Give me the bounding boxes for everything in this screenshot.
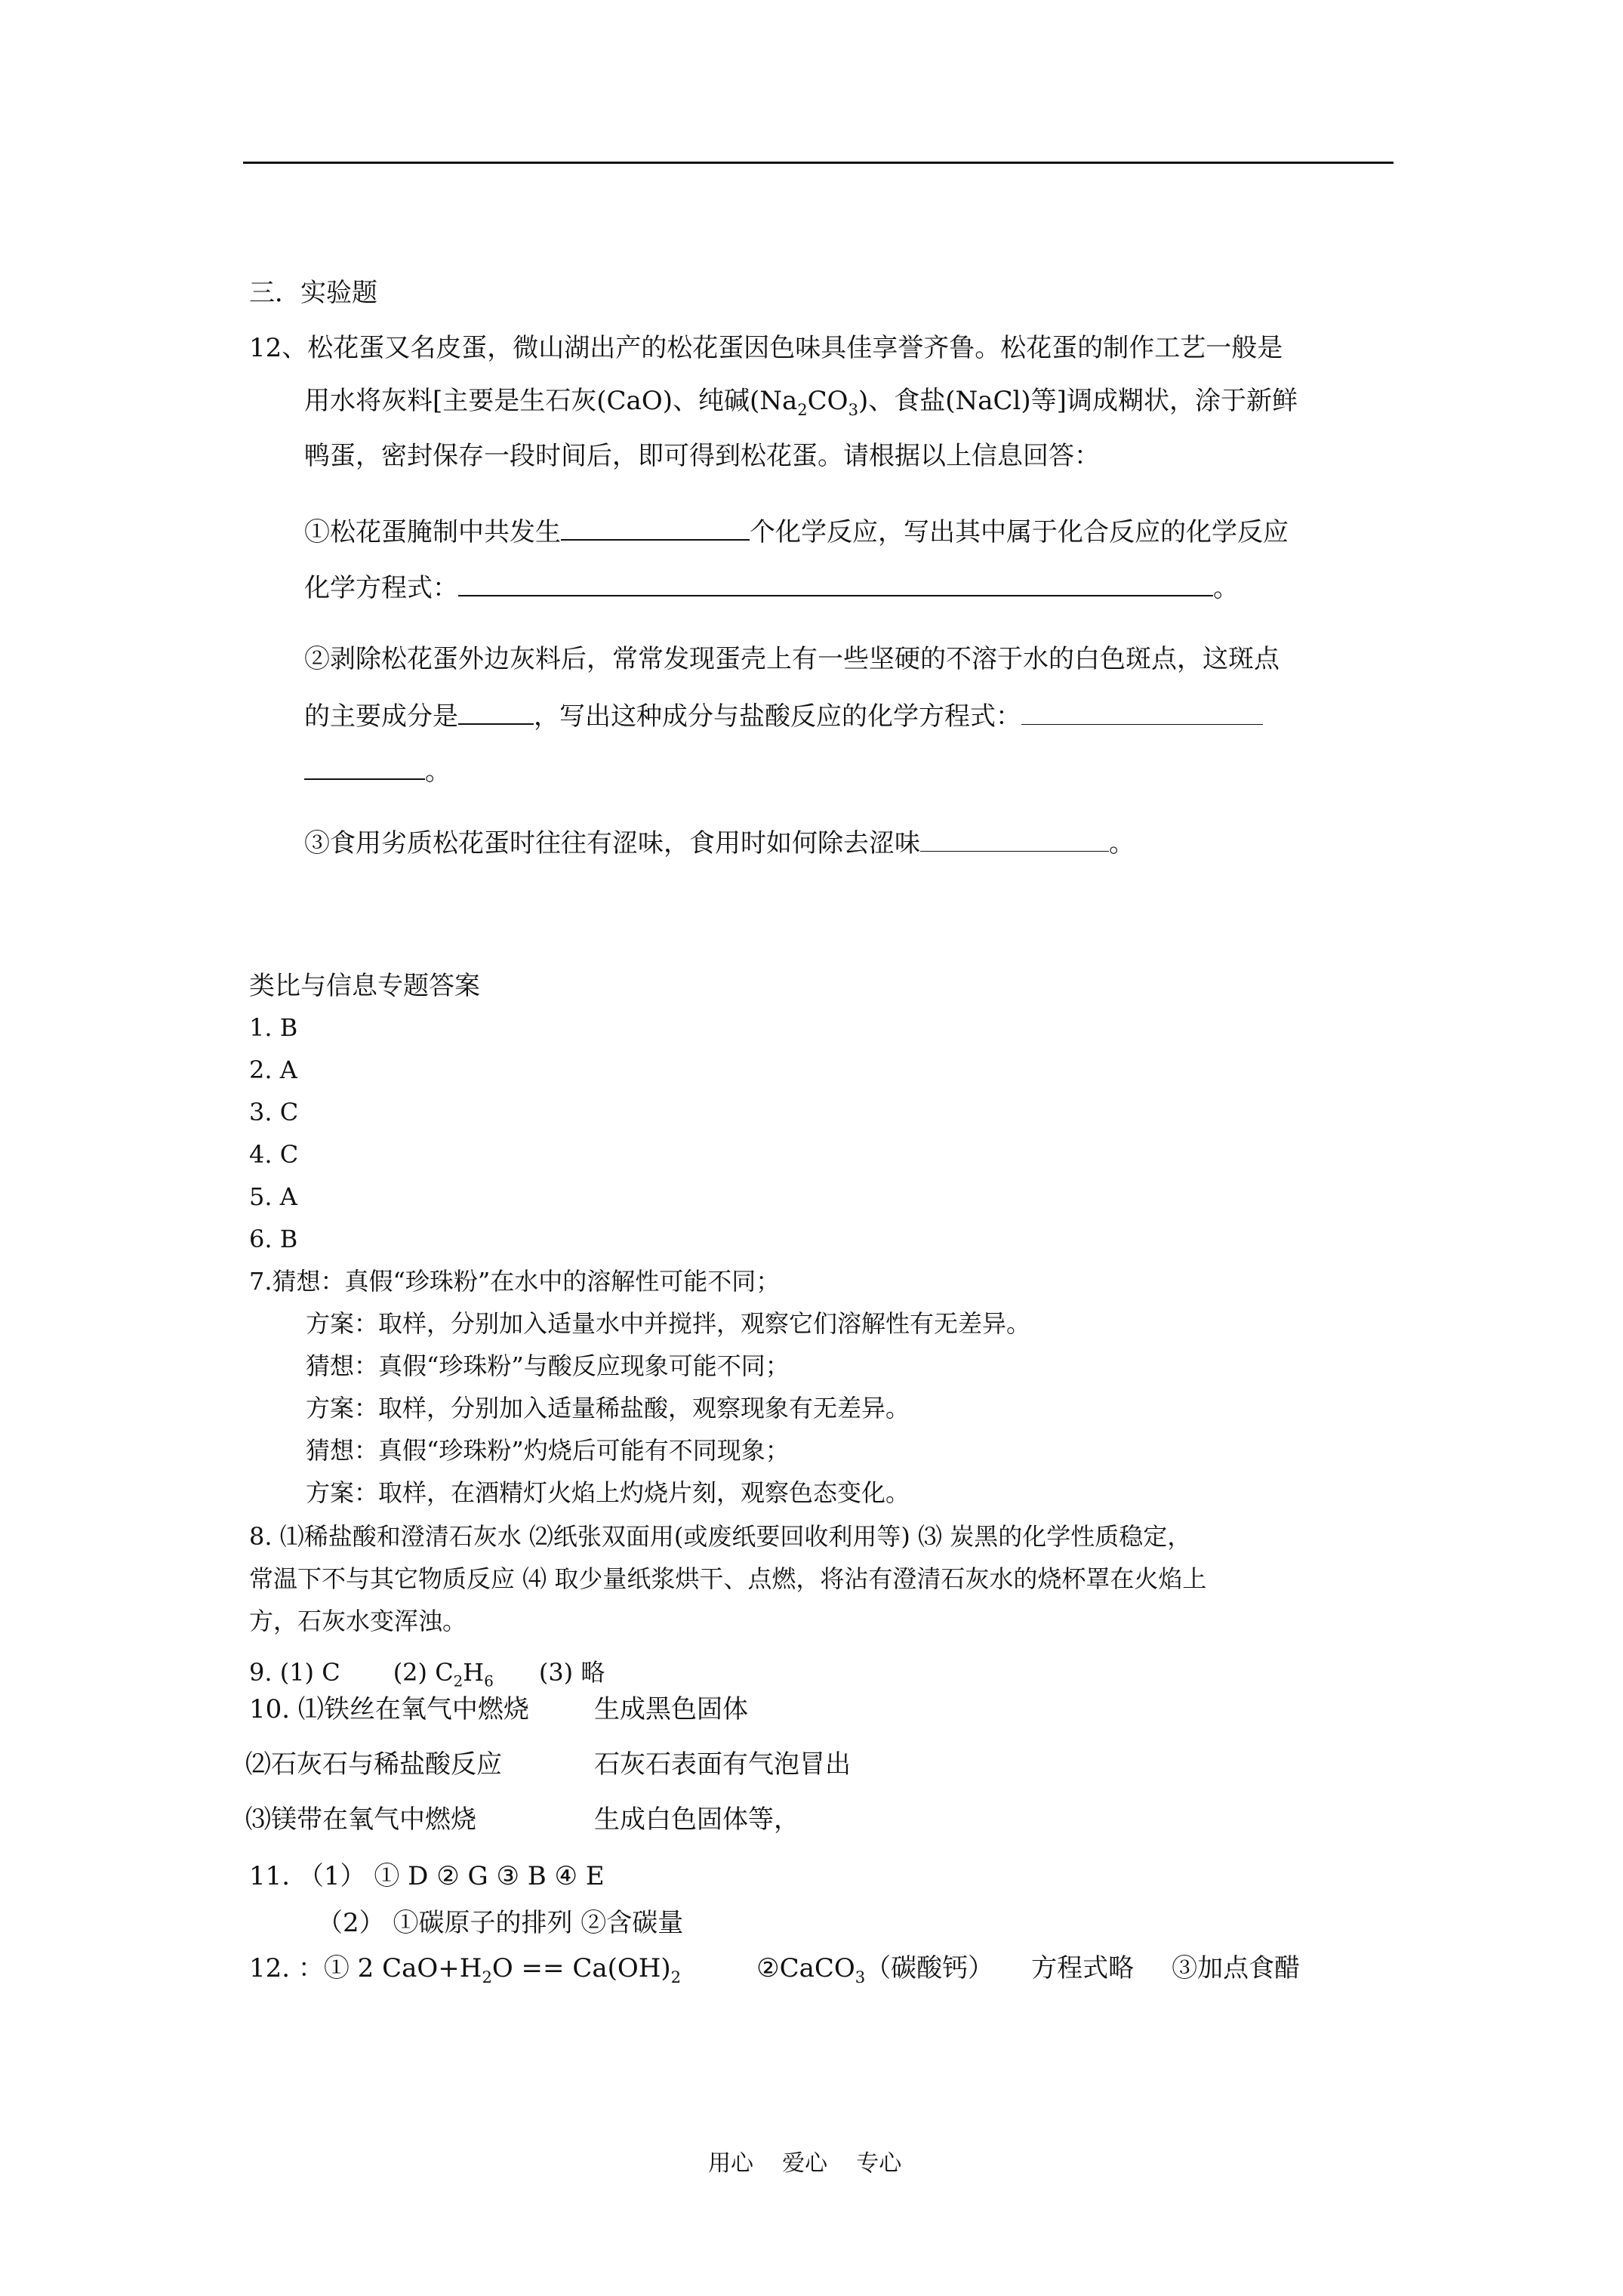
answer-9: 9. (1) C (2) $C_2H_6$ (3) 略 — [249, 1658, 605, 1690]
blank-acid-equation-cont[interactable] — [304, 756, 425, 780]
q12-part2-line3: 。 — [304, 756, 451, 787]
answer-1: 1. B — [249, 1013, 298, 1042]
section-title: 三．实验题 — [249, 278, 377, 308]
answer-10-item: 10. ⑴铁丝在氧气中燃烧 — [249, 1694, 529, 1724]
q12-line3: 鸭蛋，密封保存一段时间后，即可得到松花蛋。请根据以上信息回答： — [304, 441, 1100, 471]
page-footer: 用心 爱心 专心 — [708, 2150, 902, 2177]
answer-8-line: 方，石灰水变浑浊。 — [249, 1607, 467, 1635]
answer-7-line: 方案：取样，分别加入适量水中并搅拌，观察它们溶解性有无差异。 — [306, 1309, 1031, 1338]
q12-part2-line2: 的主要成分是 ，写出这种成分与盐酸反应的化学方程式： — [304, 701, 1263, 732]
answer-10-result: 生成白色固体等， — [594, 1804, 799, 1835]
answer-7-line: 方案：取样，在酒精灯火焰上灼烧片刻，观察色态变化。 — [306, 1478, 910, 1507]
q12-part2-line1: ②剥除松花蛋外边灰料后，常常发现蛋壳上有一些坚硬的不溶于水的白色斑点，这斑点 — [304, 644, 1280, 674]
answer-10-item: ⑶镁带在氧气中燃烧 — [245, 1804, 476, 1835]
answer-6: 6. B — [249, 1225, 298, 1253]
answer-7-line: 猜想：真假“珍珠粉”与酸反应现象可能不同； — [306, 1351, 790, 1380]
q12-part1-line1: ①松花蛋腌制中共发生 个化学反应，写出其中属于化合反应的化学反应 — [304, 517, 1289, 547]
answer-5: 5. A — [249, 1182, 297, 1211]
answers-title: 类比与信息专题答案 — [249, 971, 480, 1001]
answer-10-item: ⑵石灰石与稀盐酸反应 — [245, 1749, 502, 1780]
answer-7-line: 猜想：真假“珍珠粉”灼烧后可能有不同现象； — [306, 1436, 790, 1465]
answer-8-line: 8. ⑴稀盐酸和澄清石灰水 ⑵纸张双面用(或废纸要回收利用等) ⑶ 炭黑的化学性质稳定， — [249, 1522, 1192, 1551]
answer-7-line: 7.猜想：真假“珍珠粉”在水中的溶解性可能不同； — [249, 1267, 781, 1296]
answer-10-result: 石灰石表面有气泡冒出 — [594, 1749, 851, 1780]
q12-part3: ③食用劣质松花蛋时往往有涩味，食用时如何除去涩味 。 — [304, 828, 1135, 858]
answer-2: 2. A — [249, 1056, 297, 1084]
q12-line2: 用水将灰料[主要是生石灰(CaO)、纯碱$(Na_2CO_3)$、食盐(NaCl)等]调成糊状，涂于新鲜 — [304, 386, 1298, 419]
answer-11-line2: （2） ①碳原子的排列 ②含碳量 — [317, 1908, 684, 1938]
blank-combination-equation[interactable] — [458, 572, 1213, 596]
answer-11-line1: 11. （1） ① D ② G ③ B ④ E — [249, 1861, 605, 1891]
answer-4: 4. C — [249, 1140, 299, 1169]
q12-line1: 12、松花蛋又名皮蛋，微山湖出产的松花蛋因色味具佳享誉齐鲁。松花蛋的制作工艺一般是 — [249, 333, 1283, 363]
answer-3: 3. C — [249, 1098, 299, 1126]
answer-8-line: 常温下不与其它物质反应 ⑷ 取少量纸浆烘干、点燃，将沾有澄清石灰水的烧杯罩在火焰上 — [249, 1564, 1207, 1593]
header-rule — [243, 162, 1394, 164]
answer-7-line: 方案：取样，分别加入适量稀盐酸，观察现象有无差异。 — [306, 1394, 910, 1422]
blank-white-spot-component[interactable] — [458, 701, 534, 725]
answer-12: 12. ：① 2 $CaO+H_2O == Ca(OH)_2$ ②CaCO$_3$（碳酸钙） 方程式略 ③加点食醋 — [249, 1953, 1301, 1986]
blank-acid-equation[interactable] — [1021, 701, 1263, 725]
blank-remove-astringency[interactable] — [920, 828, 1109, 852]
answer-10-result: 生成黑色固体 — [594, 1694, 748, 1724]
blank-reaction-count[interactable] — [561, 516, 750, 541]
q12-part1-line2: 化学方程式： 。 — [304, 573, 1239, 603]
